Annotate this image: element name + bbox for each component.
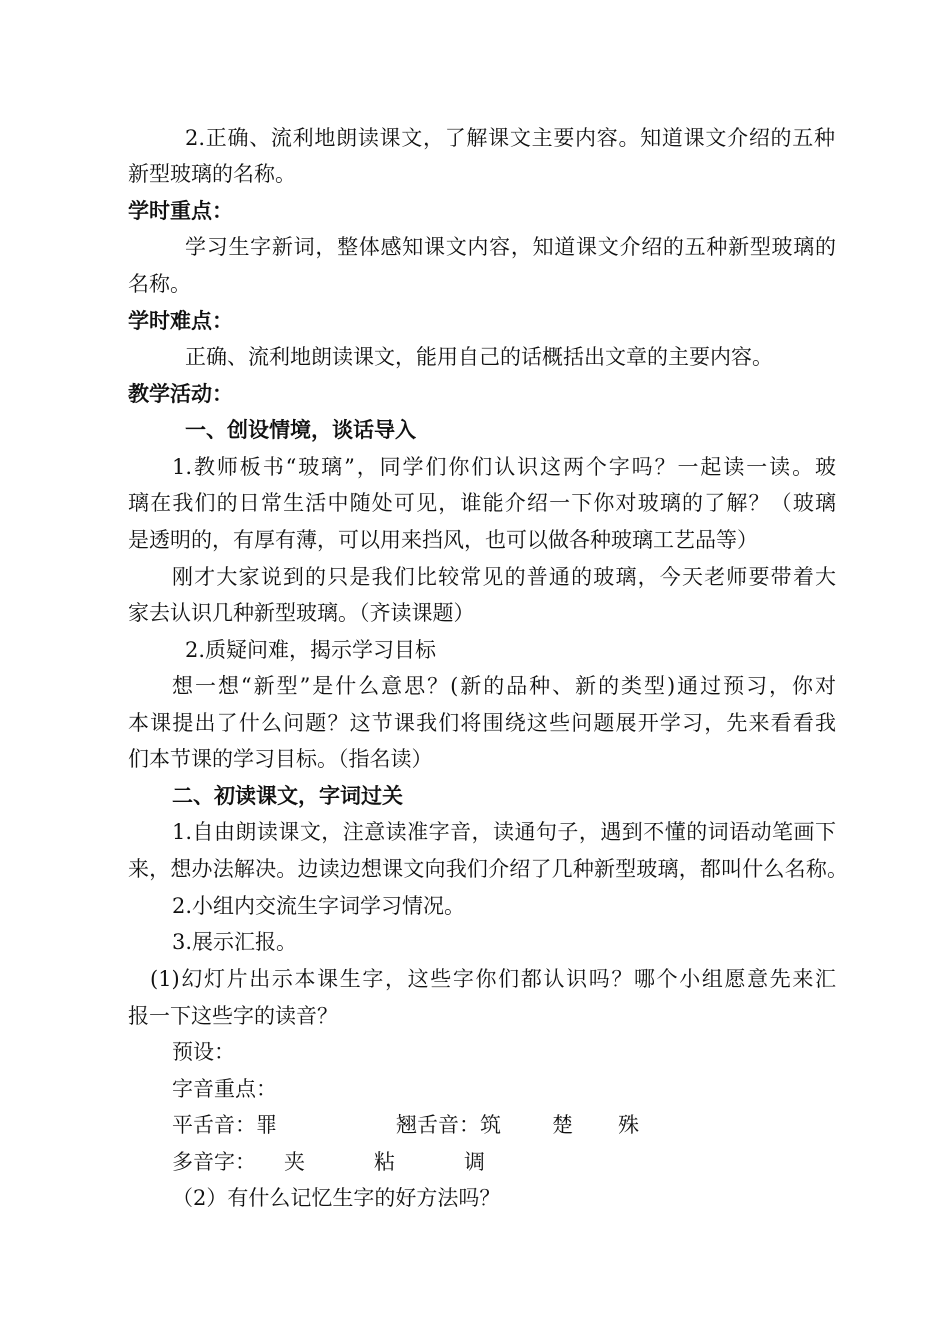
section-2-heading: 二、初读课文，字词过关: [172, 784, 403, 808]
polyphone-row: [172, 1148, 532, 1176]
objective-2-line-2: 新型玻璃的名称。: [128, 162, 296, 186]
section-1-paragraph-4-line-3: 们本节课的学习目标。（指名读）: [128, 747, 433, 771]
polyphone-char: 调: [464, 1150, 485, 1174]
key-points-line-1: 学习生字新词，整体感知课文内容，知道课文介绍的五种新型玻璃的: [185, 235, 836, 259]
section-1-paragraph-4-line-2: 本课提出了什么问题？这节课我们将围绕这些问题展开学习，先来看看我: [128, 711, 836, 735]
section-2-paragraph-1-line-2: 来，想办法解决。边读边想课文向我们介绍了几种新型玻璃，都叫什么名称。: [128, 857, 848, 881]
activities-heading: 教学活动：: [128, 382, 233, 406]
section-2-paragraph-5: （2）有什么记忆生字的好方法吗？: [172, 1186, 501, 1210]
polyphone-char: 夹: [284, 1150, 305, 1174]
flat-tongue-sound: 平舌音：罪: [172, 1113, 277, 1137]
difficulties-line-1: 正确、流利地朗读课文，能用自己的话概括出文章的主要内容。: [185, 345, 773, 369]
section-2-paragraph-4-line-1: (1)幻灯片出示本课生字，这些字你们都认识吗？哪个小组愿意先来汇: [150, 967, 836, 991]
section-2-paragraph-2: 2.小组内交流生字词学习情况。: [172, 894, 466, 918]
section-1-heading: 一、创设情境，谈话导入: [185, 418, 416, 442]
section-2-paragraph-1-line-1: 1.自由朗读课文，注意读准字音，读通句子，遇到不懂的词语动笔画下: [172, 820, 836, 844]
polyphone-char: 粘: [374, 1150, 395, 1174]
pronunciation-row: [172, 1111, 692, 1139]
section-1-paragraph-1-line-3: 是透明的，有厚有薄，可以用来挡风，也可以做各种玻璃工艺品等）: [128, 528, 758, 552]
difficulties-heading: 学时难点：: [128, 309, 233, 333]
polyphone-label: 多音字：: [172, 1150, 256, 1174]
key-points-heading: 学时重点：: [128, 199, 233, 223]
section-1-paragraph-2-line-2: 家去认识几种新型玻璃。（齐读课题）: [128, 601, 475, 625]
key-points-line-2: 名称。: [128, 272, 191, 296]
section-1-paragraph-1-line-1: 1.教师板书“玻璃”，同学们你们认识这两个字吗？一起读一读。玻: [172, 455, 836, 479]
objective-2-line-1: 2.正确、流利地朗读课文，了解课文主要内容。知道课文介绍的五种: [185, 126, 835, 150]
retroflex-char: 楚: [552, 1113, 573, 1137]
preset-label: 预设：: [172, 1040, 235, 1064]
section-1-paragraph-2-line-1: 刚才大家说到的只是我们比较常见的普通的玻璃，今天老师要带着大: [172, 565, 836, 589]
section-1-paragraph-4-line-1: 想一想“新型”是什么意思？(新的品种、新的类型)通过预习，你对: [172, 674, 836, 698]
pronunciation-heading: 字音重点：: [172, 1077, 277, 1101]
section-2-paragraph-4-line-2: 报一下这些字的读音？: [128, 1004, 338, 1028]
section-1-paragraph-1-line-2: 璃在我们的日常生活中随处可见，谁能介绍一下你对玻璃的了解？（玻璃: [128, 491, 836, 515]
section-1-paragraph-3: 2.质疑问难，揭示学习目标: [185, 638, 437, 662]
retroflex-char: 殊: [618, 1113, 639, 1137]
section-2-paragraph-3: 3.展示汇报。: [172, 930, 298, 954]
retroflex-sound: 翘舌音：筑: [396, 1113, 501, 1137]
